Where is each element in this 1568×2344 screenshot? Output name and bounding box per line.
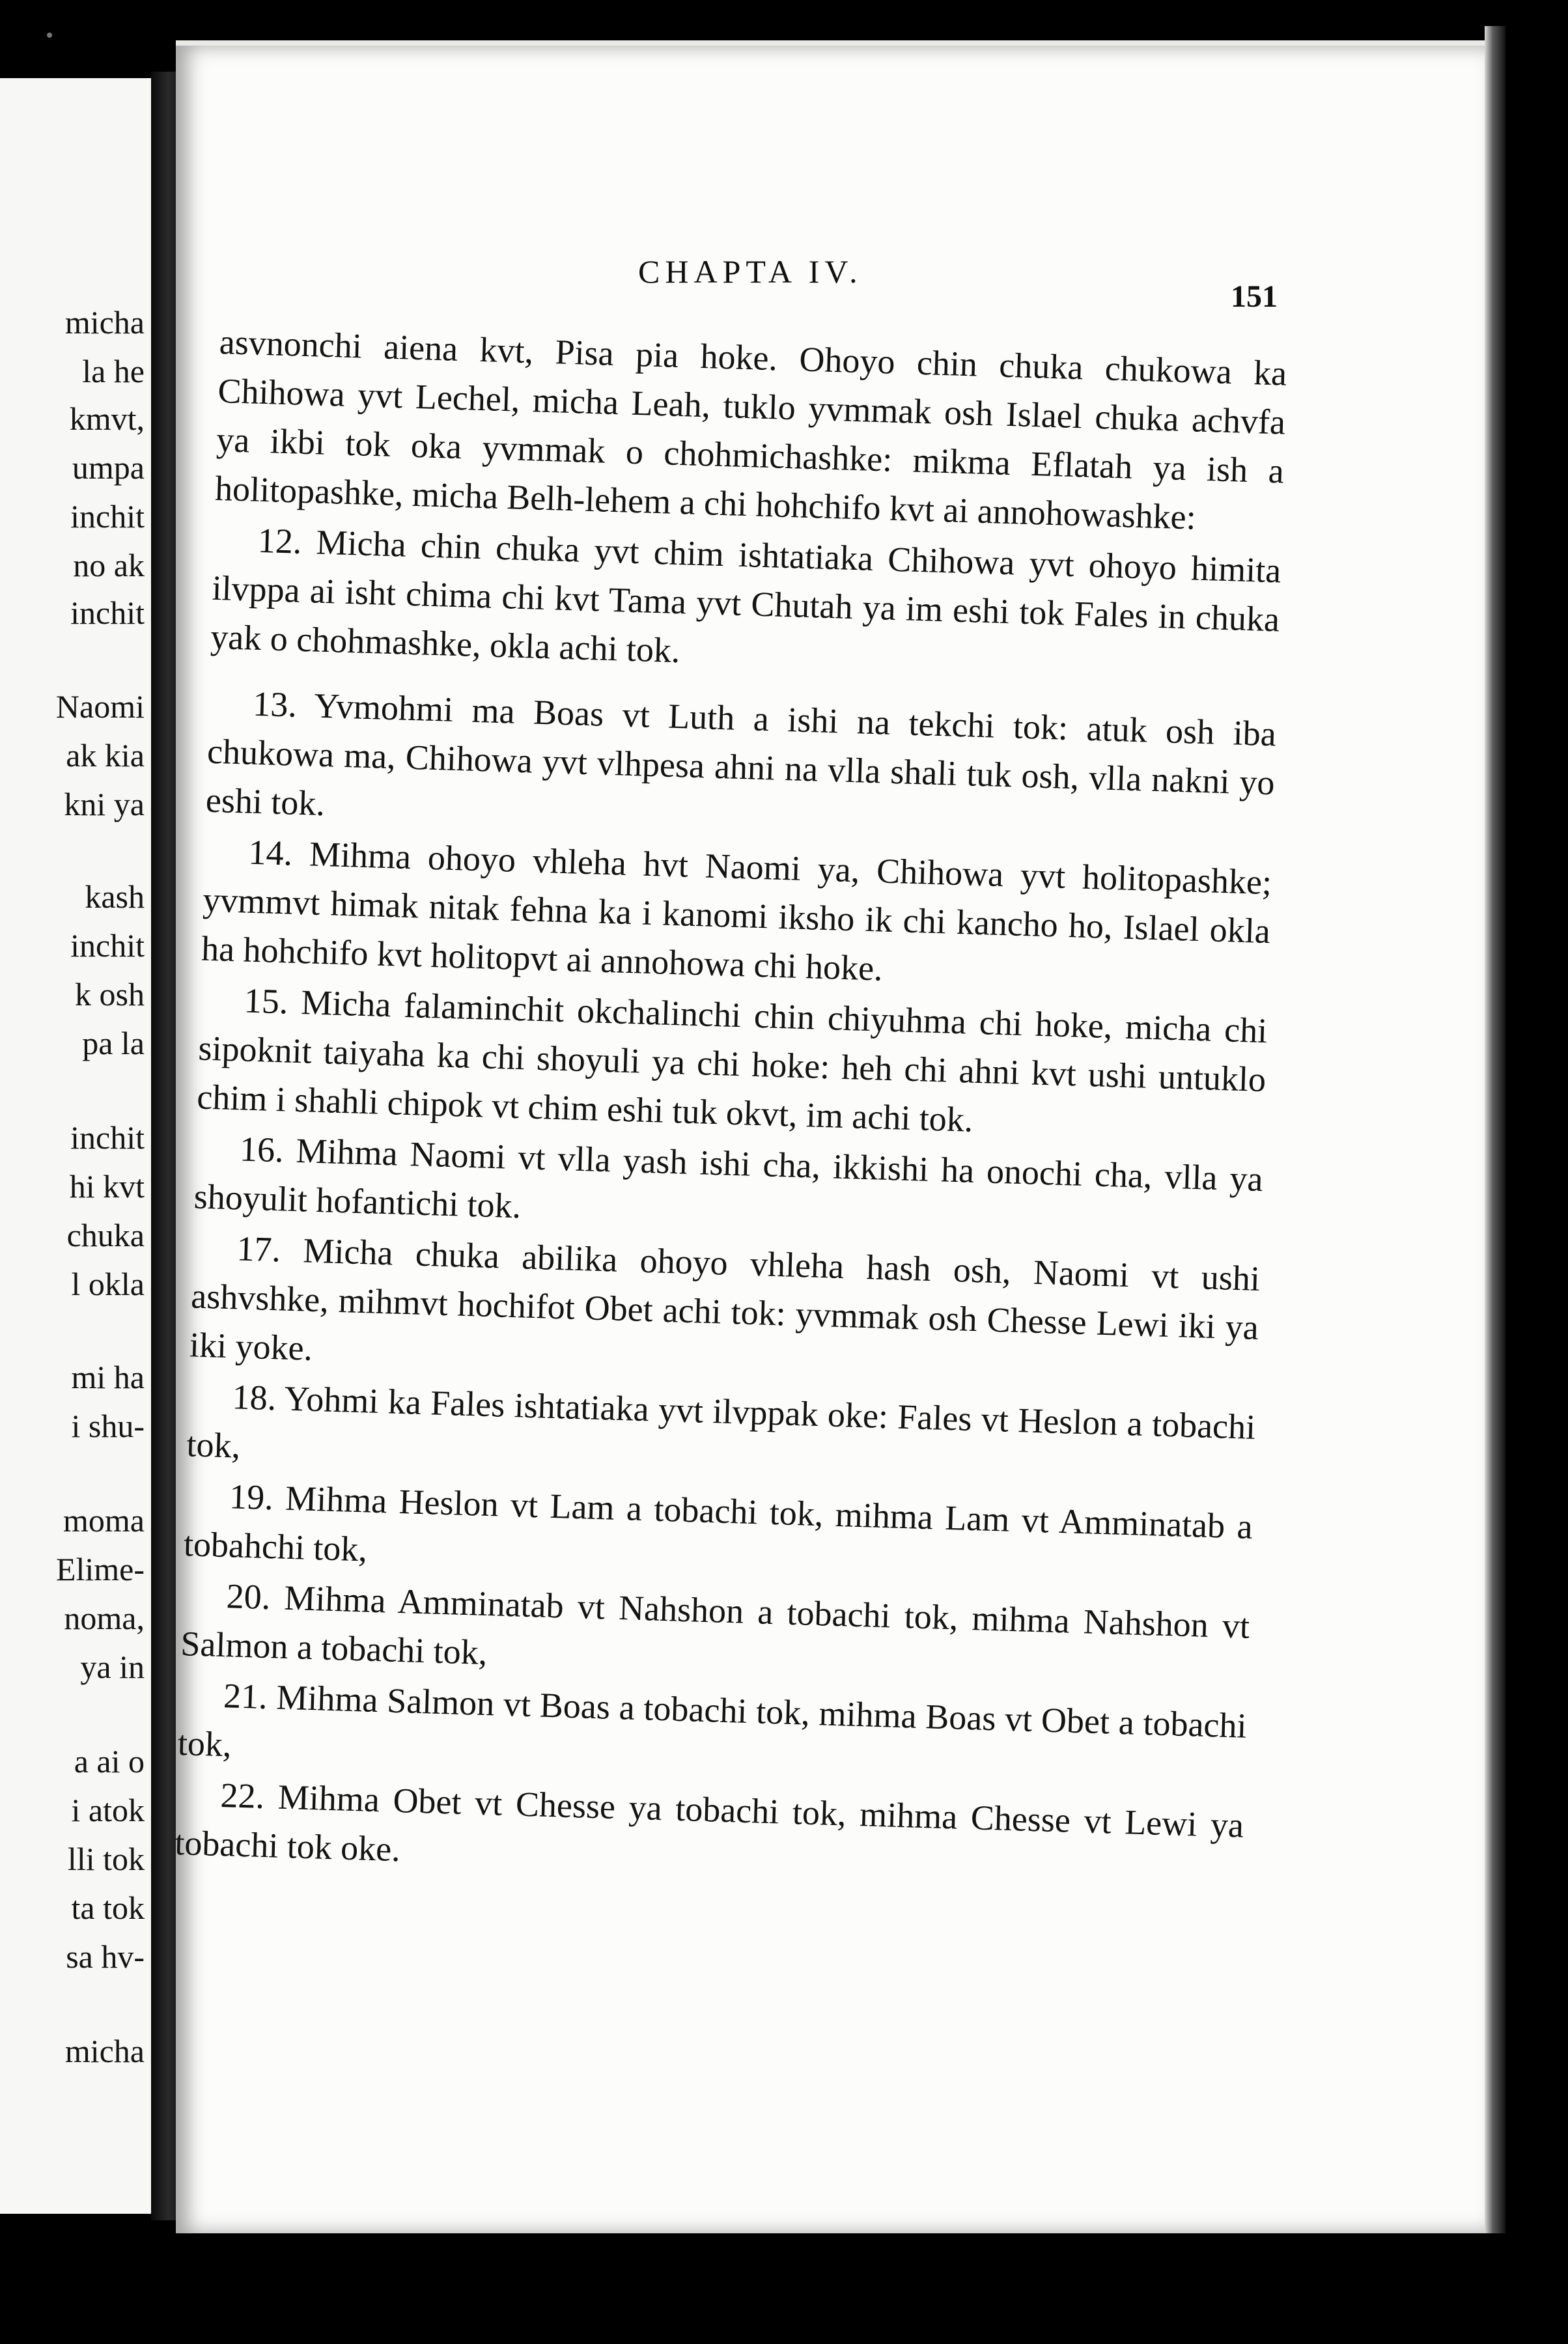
left-page-line: ya in (80, 1649, 145, 1685)
left-page-line: la he (82, 353, 145, 389)
left-page-line: ta tok (71, 1890, 145, 1926)
verse-17: 17. Micha chuka abilika ohoyo vhleha hash osh, Naomi vt ushi ashvshke, mihmvt hochifot Obet achi tok: yvmmak osh Chesse Lewi iki ya iki yoke. (189, 1229, 1261, 1368)
verse-16: 16. Mihma Naomi vt vlla yash ishi cha, ikkishi ha onochi cha, vlla ya shoyulit hofantichi tok. (193, 1129, 1264, 1226)
left-page-line: lli tok (67, 1841, 145, 1877)
scan-speck (47, 33, 52, 38)
verse-14: 14. Mihma ohoyo vhleha hvt Naomi ya, Chihowa yvt holitopashke; yvmmvt himak nitak fehna ka i kanomi iksho ik chi kancho ho, Islael okla ha hohchifo kvt holitopvt ai annohowa chi hoke. (201, 832, 1272, 988)
verse-18: 18. Yohmi ka Fales ishtatiaka yvt ilvppak oke: Fales vt Heslon a tobachi tok, (186, 1377, 1257, 1466)
left-page-line: ak kia (66, 737, 145, 774)
left-page-line: i atok (71, 1792, 145, 1828)
left-page-line: no ak (73, 547, 145, 583)
left-page-line: pa la (82, 1025, 145, 1061)
verse-19: 19. Mihma Heslon vt Lam a tobachi tok, mihma Lam vt Amminatab a tobahchi tok, (183, 1477, 1253, 1569)
left-page-line: inchit (70, 498, 145, 535)
left-page-line: micha (64, 2033, 145, 2069)
left-page-line: l okla (71, 1266, 145, 1302)
left-page-line: moma (63, 1502, 145, 1539)
left-page-line: hi kvt (69, 1168, 145, 1205)
left-page-line: umpa (72, 449, 145, 486)
running-head: CHAPTA IV. (638, 253, 863, 290)
verse-15: 15. Micha falaminchit okchalinchi chin chiyuhma chi hoke, micha chi sipoknit taiyaha ka chi shoyuli ya chi hoke: heh chi ahni kvt ushi untuklo chim i shahli chipok vt chim eshi tuk okvt, im achi tok. (196, 981, 1268, 1139)
left-page-line: k osh (75, 976, 145, 1012)
left-page-line: inchit (70, 594, 145, 631)
left-page-line: i shu- (71, 1408, 145, 1444)
scan-bottom-border (0, 2233, 1568, 2344)
verse-21: 21. Mihma Salmon vt Boas a tobachi tok, mihma Boas vt Obet a tobachi tok, (177, 1676, 1248, 1765)
left-page-line: sa hv- (66, 1938, 145, 1975)
left-page-line: inchit (70, 1119, 145, 1156)
left-page-line: Elime- (55, 1551, 145, 1587)
verse-20: 20. Mihma Amminatab vt Nahshon a tobachi tok, mihma Nahshon vt Salmon a tobachi tok, (180, 1576, 1250, 1673)
left-page-line: inchit (70, 927, 145, 964)
left-page-line: chuka (66, 1217, 145, 1253)
left-page-line: noma, (64, 1600, 145, 1636)
body-text (174, 318, 1287, 1901)
left-page-line: micha (64, 304, 145, 341)
paragraph-continued: asvnonchi aiena kvt, Pisa pia hoke. Ohoyo chin chuka chukowa ka Chihowa yvt Lechel, micha Leah, tuklo yvmmak osh Islael chuka achvfa ya ikbi tok oka yvmmak o chohmichashke: mikma Eflatah ya ish a holitopashke, micha Belh-lehem a chi hohchifo kvt ai annohowashke: (214, 322, 1288, 537)
left-page-line: kni ya (64, 786, 145, 822)
left-page-line: mi ha (71, 1359, 145, 1395)
verse-13: 13. Yvmohmi ma Boas vt Luth a ishi na tekchi tok: atuk osh iba chukowa ma, Chihowa yvt vlhpesa ahni na vlla shali tuk osh, vlla nakni yo eshi tok. (205, 684, 1277, 824)
left-page-line: a ai o (74, 1743, 145, 1779)
left-facing-page (0, 78, 151, 2214)
page-right-edge (1485, 26, 1505, 2240)
left-page-line: Naomi (55, 688, 145, 725)
verse-12: 12. Micha chin chuka yvt chim ishtatiaka Chihowa yvt ohoyo himita ilvppa ai isht chima chi kvt Tama yvt Chutah ya im eshi tok Fales in chuka yak o chohmashke, okla achi tok. (210, 520, 1282, 671)
left-page-line: kmvt, (69, 400, 145, 437)
left-page-line: kash (85, 878, 145, 915)
verse-22: 22. Mihma Obet vt Chesse ya tobachi tok, mihma Chesse vt Lewi ya tobachi tok oke. (174, 1776, 1244, 1869)
page-number: 151 (1231, 279, 1278, 314)
